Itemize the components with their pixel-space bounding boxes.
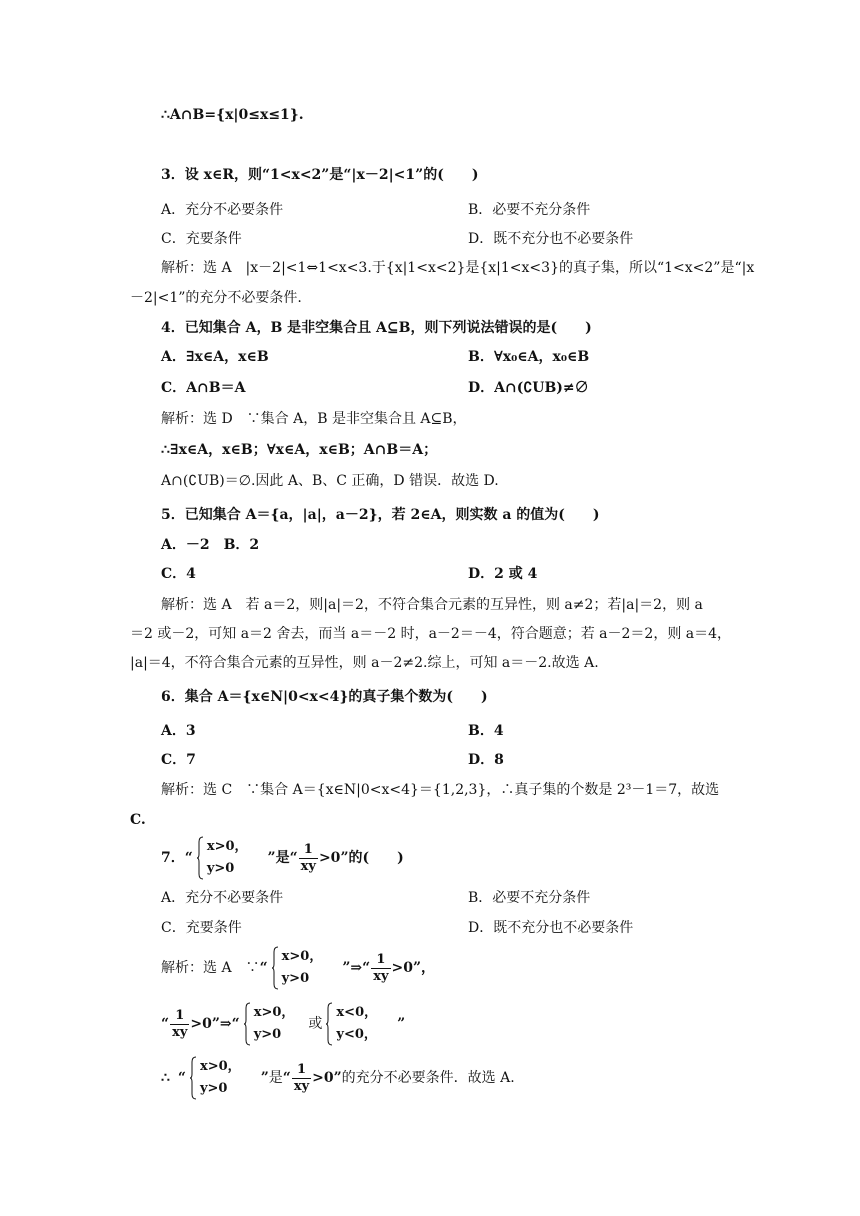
- q3-solution-line1: 解析：选 A |x－2|<1⇔1<x<3.于{x|1<x<2}是{x|1<x<3}的真子集，所以“1<x<2”是“|x: [161, 260, 755, 276]
- system-positive: [272, 946, 323, 990]
- fraction-denominator: xy: [172, 1024, 188, 1040]
- open-quote: “: [259, 960, 268, 976]
- open-quote: “: [231, 1016, 240, 1032]
- q7-option-d: D．既不充分也不必要条件: [468, 920, 634, 936]
- open-quote: “: [362, 960, 371, 976]
- open-quote: “: [289, 850, 298, 866]
- left-brace-icon: [272, 946, 279, 990]
- q5-solution-line3: |a|＝4，不符合集合元素的互异性，则 a－2≠2.综上，可知 a＝－2.故选 A.: [130, 655, 599, 671]
- fraction-numerator: 1: [371, 952, 390, 969]
- implies-symbol: ⇒: [350, 960, 363, 976]
- q6-solution-line2: C.: [130, 812, 146, 828]
- system-row-y: y>0: [281, 971, 310, 986]
- fraction-one-over-xy: [299, 842, 318, 875]
- conclusion-text: 的充分不必要条件．故选 A.: [341, 1070, 515, 1086]
- implies-symbol: ⇒: [219, 1016, 232, 1032]
- open-quote: “: [282, 1070, 291, 1086]
- q5-option-c: C．4: [161, 566, 196, 582]
- fraction-denominator: xy: [293, 1078, 310, 1094]
- q7-option-b: B．必要不充分条件: [468, 890, 591, 906]
- stem-ending: 的( ): [348, 850, 404, 866]
- close-quote: ”: [412, 960, 422, 976]
- q7-stem: [161, 836, 404, 880]
- q6-option-b: B．4: [468, 723, 504, 739]
- q5-option-d: D．2 或 4: [468, 566, 538, 582]
- therefore-symbol: ∴: [161, 1070, 170, 1086]
- q3-option-c: C．充要条件: [161, 231, 242, 247]
- fraction-one-over-xy: [170, 1008, 189, 1041]
- q4-option-c: C．A∩B＝A: [161, 380, 246, 396]
- left-brace-icon: [197, 836, 204, 880]
- system-positive: [190, 1056, 241, 1100]
- q7-option-c: C．充要条件: [161, 920, 242, 936]
- q7-solution-line3: [161, 1056, 515, 1100]
- q3-option-a: A．充分不必要条件: [161, 202, 284, 218]
- solution-prefix: 解析：选 A ∵: [161, 960, 260, 976]
- q3-option-b: B．必要不充分条件: [468, 202, 591, 218]
- q5-stem: 5．已知集合 A＝{a，|a|，a－2}，若 2∈A，则实数 a 的值为( ): [161, 507, 600, 523]
- q7-number: 7．: [161, 850, 185, 866]
- q6-option-c: C．7: [161, 752, 196, 768]
- word-or: 或: [308, 1016, 323, 1032]
- close-quote: ”: [267, 850, 276, 866]
- greater-than-zero: >0: [391, 960, 413, 976]
- system-row-y: y>0: [199, 1081, 228, 1096]
- q7-solution-line2: [161, 1002, 405, 1046]
- word-is: 是: [275, 850, 290, 866]
- close-quote: ”: [397, 1016, 406, 1032]
- q5-solution-line2: ＝2 或－2，可知 a＝2 舍去，而当 a＝－2 时，a－2＝－4，符合题意；若 a－2＝2，则 a＝4，: [130, 626, 732, 642]
- close-quote: ”: [340, 850, 349, 866]
- system-row-x: x>0，: [199, 1059, 241, 1074]
- open-quote: “: [161, 1016, 170, 1032]
- open-quote: “: [184, 850, 193, 866]
- comma: ，: [421, 960, 436, 976]
- q4-solution-line3: A∩(∁UB)＝∅.因此 A、B、C 正确，D 错误．故选 D.: [161, 473, 499, 489]
- q4-stem: 4．已知集合 A，B 是非空集合且 A⊆B，则下列说法错误的是( ): [161, 320, 592, 336]
- q4-solution-line1: 解析：选 D ∵集合 A，B 是非空集合且 A⊆B，: [161, 411, 467, 427]
- fraction-numerator: 1: [292, 1062, 311, 1079]
- fraction-one-over-xy: [292, 1062, 311, 1095]
- close-quote: ”: [342, 960, 351, 976]
- greater-than-zero: >0: [190, 1016, 212, 1032]
- open-quote: “: [177, 1070, 186, 1086]
- greater-than-zero: >0: [318, 850, 341, 866]
- q7-solution-line1: [161, 946, 435, 990]
- q5-solution-line1: 解析：选 A 若 a＝2，则|a|＝2，不符合集合元素的互异性，则 a≠2；若|a|＝2，则 a: [161, 597, 703, 613]
- q6-solution-line1: 解析：选 C ∵集合 A＝{x∈N|0<x<4}＝{1,2,3}，∴真子集的个数是 2³－1＝7，故选: [161, 782, 720, 798]
- system-row-x: x>0，: [206, 839, 248, 854]
- left-brace-icon: [244, 1002, 251, 1046]
- system-row-y: y>0: [206, 861, 235, 876]
- q7-option-a: A．充分不必要条件: [161, 890, 284, 906]
- fraction-denominator: xy: [300, 858, 316, 874]
- q4-option-d: D．A∩(∁UB)≠∅: [468, 380, 589, 396]
- system-row-y: y<0，: [336, 1027, 377, 1042]
- system-row-x: x>0，: [281, 949, 323, 964]
- q6-option-d: D．8: [468, 752, 504, 768]
- fraction-one-over-xy: [371, 952, 390, 985]
- close-quote: ”: [211, 1016, 220, 1032]
- close-quote: ”: [333, 1070, 342, 1086]
- close-quote: ”: [260, 1070, 269, 1086]
- q3-option-d: D．既不充分也不必要条件: [468, 231, 634, 247]
- q6-option-a: A．3: [161, 723, 196, 739]
- system-negative: [326, 1002, 377, 1046]
- q4-option-a: A．∃x∈A，x∈B: [161, 349, 269, 365]
- q4-option-b: B．∀x₀∈A，x₀∈B: [468, 349, 590, 365]
- q3-stem: 3．设 x∈R，则“1<x<2”是“|x－2|<1”的( ): [161, 167, 479, 183]
- system-row-y: y>0: [253, 1027, 282, 1042]
- fraction-numerator: 1: [170, 1008, 189, 1025]
- fraction-numerator: 1: [299, 842, 318, 859]
- q5-option-ab: A．－2 B．2: [161, 537, 260, 553]
- system-row-x: x<0，: [336, 1005, 378, 1020]
- system-row-x: x>0，: [253, 1005, 295, 1020]
- system-positive: [244, 1002, 295, 1046]
- fraction-denominator: xy: [373, 968, 389, 984]
- q6-stem: 6．集合 A＝{x∈N|0<x<4}的真子集个数为( ): [161, 689, 488, 705]
- word-is: 是: [268, 1070, 283, 1086]
- left-brace-icon: [326, 1002, 333, 1046]
- line-intersection-result: ∴A∩B={x|0≤x≤1}.: [161, 107, 304, 123]
- system-positive: [197, 836, 248, 880]
- left-brace-icon: [190, 1056, 197, 1100]
- q4-solution-line2: ∴∃x∈A，x∈B；∀x∈A，x∈B；A∩B＝A；: [161, 442, 438, 458]
- q3-solution-line2: －2|<1”的充分不必要条件.: [130, 290, 302, 306]
- greater-than-zero: >0: [312, 1070, 334, 1086]
